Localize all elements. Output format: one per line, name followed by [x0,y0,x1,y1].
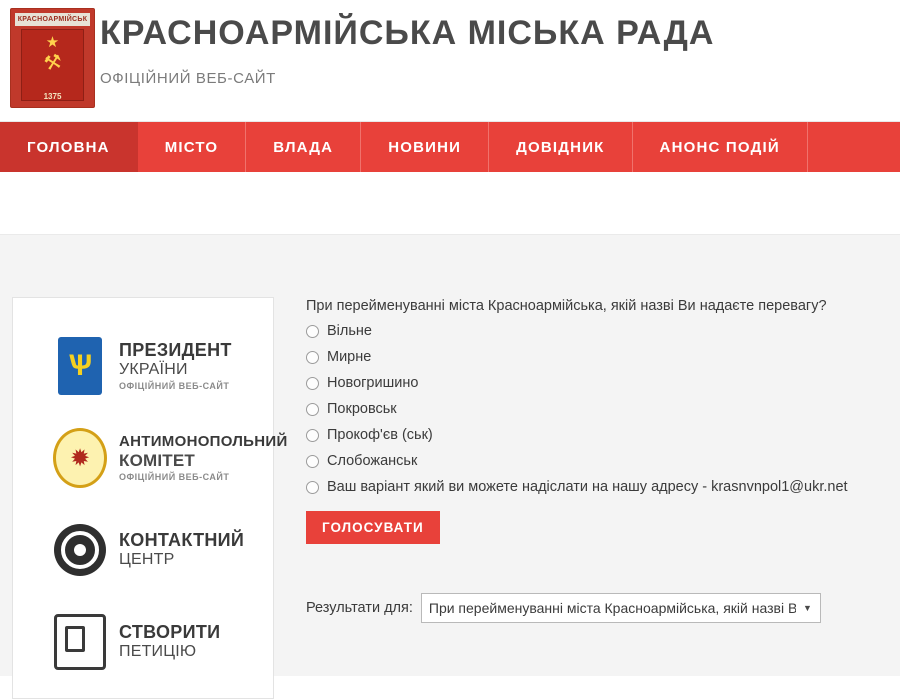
banner-text [119,433,288,482]
trident-icon: Ѱ [53,337,107,395]
banner-line3: ОФІЦІЙНИЙ ВЕБ-САЙТ [119,472,230,483]
poll-results-row [306,593,900,623]
vote-button[interactable]: ГОЛОСУВАТИ [306,511,440,544]
poll-option-1[interactable] [306,349,900,365]
banner-text [119,530,244,569]
radio-icon[interactable] [306,325,319,338]
page-title: КРАСНОАРМІЙСЬКА МІСЬКА РАДА [100,14,715,52]
sidebar-item-antimonopoly[interactable] [13,412,288,504]
poll-option-label: Прокоф'єв (ськ) [327,427,433,443]
poll-option-5[interactable] [306,453,900,469]
site-header [0,0,900,122]
poll-option-label: Покровськ [327,401,397,417]
radio-icon[interactable] [306,481,319,494]
banner-line3: ОФІЦІЙНИЙ ВЕБ-САЙТ [119,381,230,392]
poll-option-label: Мирне [327,349,372,365]
page-content [0,234,900,676]
crest-year: 1375 [43,92,62,101]
banner-line2: ПЕТИЦІЮ [119,643,197,661]
nav-item-directory[interactable]: ДОВІДНИК [489,122,632,172]
nav-item-events[interactable]: АНОНС ПОДІЙ [633,122,808,172]
poll-option-label: Слобожанськ [327,453,418,469]
poll-question: При перейменуванні міста Красноармійська, якій назві Ви надаєте перевагу? [306,298,827,314]
radio-icon[interactable] [306,377,319,390]
nav-item-city[interactable]: МІСТО [138,122,247,172]
header-titles [100,0,714,87]
crest-top-text: КРАСНОАРМІЙСЬК [15,13,90,26]
poll-option-label: Новогришино [327,375,419,391]
poll-option-6[interactable] [306,479,900,495]
banner-line2: УКРАЇНИ [119,360,188,378]
city-crest-icon[interactable] [10,8,95,108]
results-select[interactable] [421,593,821,623]
crest-hammer-icon: ⚒ [41,50,64,76]
banner-text [119,622,220,661]
poll-widget [274,297,900,699]
header-spacer [0,172,900,234]
poll-option-3[interactable] [306,401,900,417]
results-select-wrap [421,593,821,623]
radio-icon[interactable] [306,351,319,364]
crest-star-icon: ★ [45,34,60,51]
nav-item-news[interactable]: НОВИНИ [361,122,489,172]
site-subtitle: ОФІЦІЙНИЙ ВЕБ-САЙТ [100,70,276,88]
banner-line1: СТВОРИТИ [119,622,221,643]
poll-option-label: Вільне [327,323,372,339]
banner-line2: ЦЕНТР [119,551,175,569]
poll-option-label: Ваш варіант який ви можете надіслати на нашу адресу - krasnvnpol1@ukr.net [327,479,848,495]
radio-icon[interactable] [306,403,319,416]
sidebar-item-president[interactable] [13,320,273,412]
radio-icon[interactable] [306,455,319,468]
petition-icon [53,613,107,671]
poll-option-4[interactable] [306,427,900,443]
main-navigation [0,122,900,172]
banner-text [119,340,232,391]
contact-center-icon [53,521,107,579]
nav-item-government[interactable]: ВЛАДА [246,122,361,172]
radio-icon[interactable] [306,429,319,442]
sidebar-item-petition[interactable] [13,596,273,688]
logo-wrap [0,0,100,108]
content-columns [0,235,900,699]
banner-line1: КОНТАКТНИЙ [119,530,245,551]
poll-option-2[interactable] [306,375,900,391]
antimonopoly-emblem-icon: ✹ [53,429,107,487]
results-label: Результати для: [306,600,413,616]
chevron-down-icon: ▼ [802,603,812,613]
nav-item-home[interactable]: ГОЛОВНА [0,122,138,172]
banner-line2: КОМІТЕТ [119,450,195,470]
sidebar-banners [12,297,288,699]
sidebar-item-contact-center[interactable] [13,504,273,596]
banner-line1: ПРЕЗИДЕНТ [119,340,232,361]
banner-line1: АНТИМОНОПОЛЬНИЙ [119,433,288,451]
poll-option-0[interactable] [306,323,900,339]
